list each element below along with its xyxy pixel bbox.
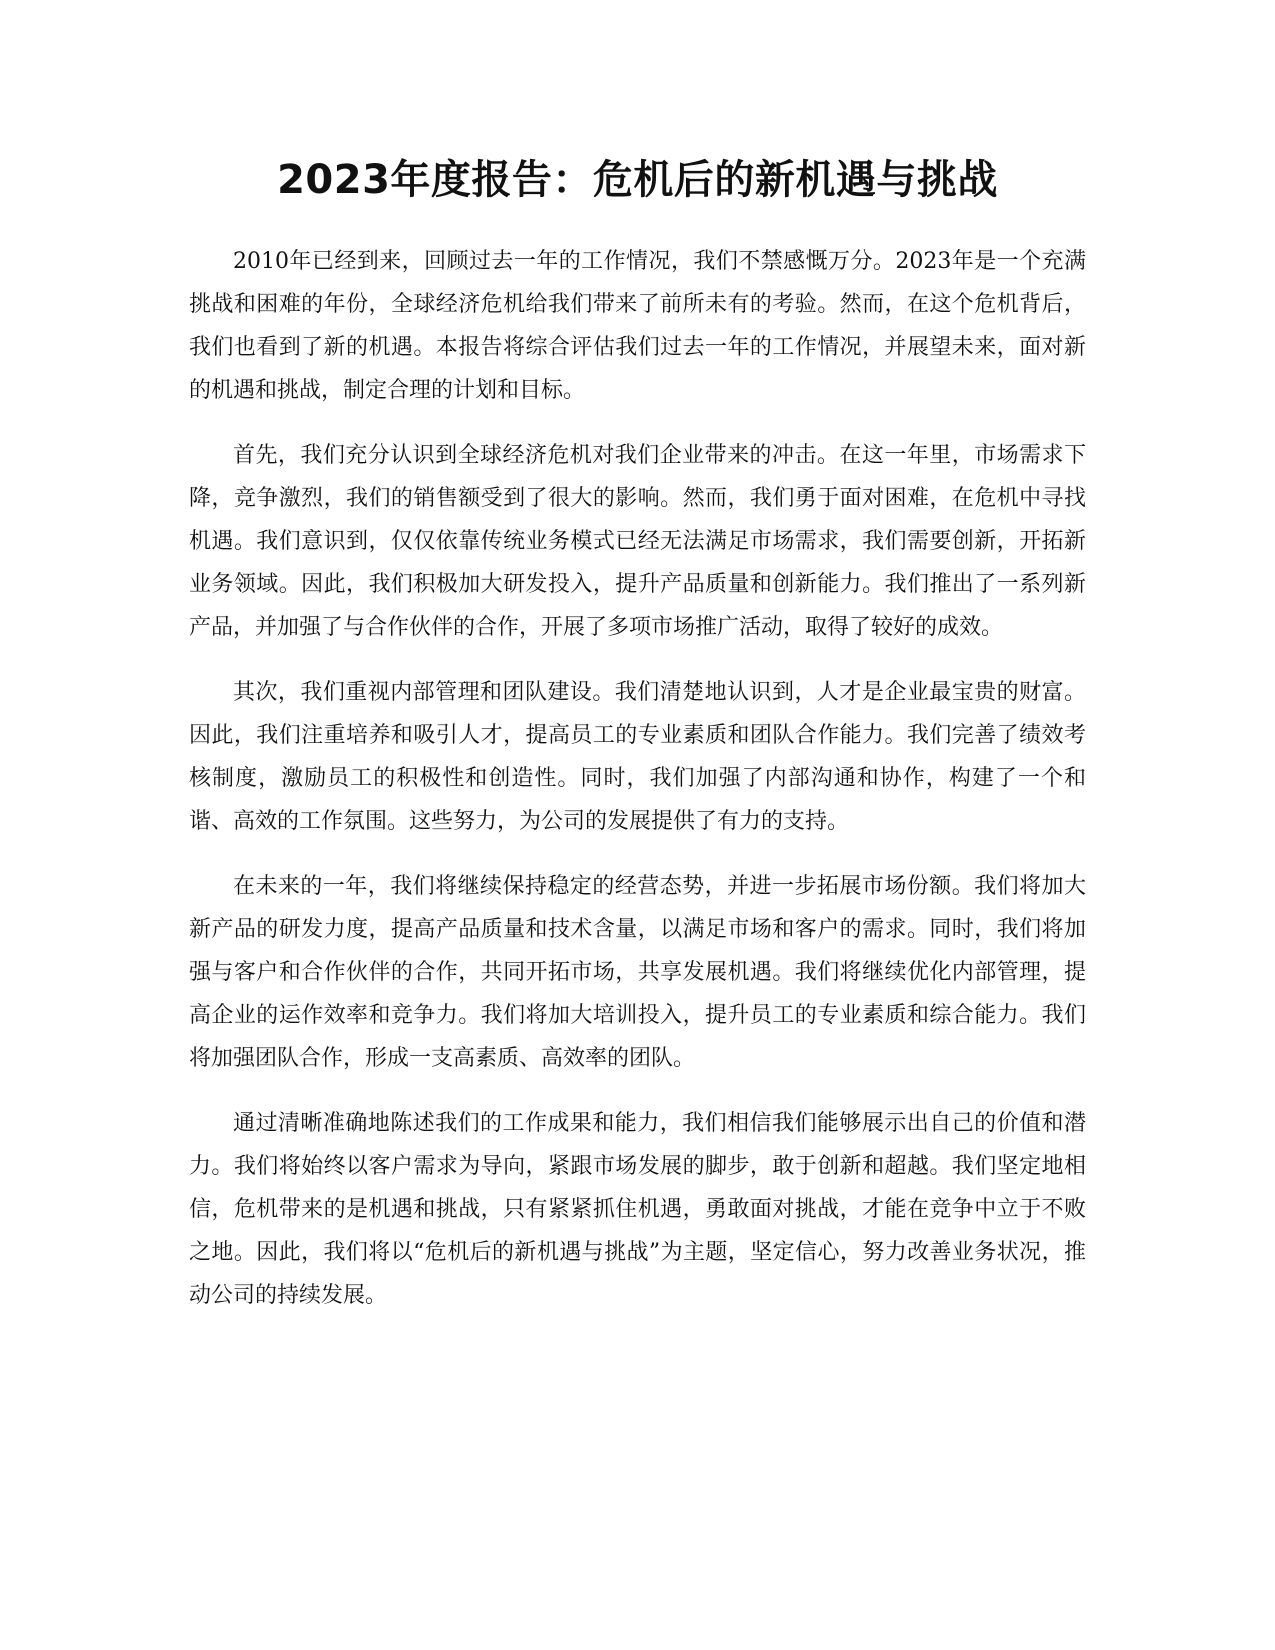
paragraph-3: 其次，我们重视内部管理和团队建设。我们清楚地认识到，人才是企业最宝贵的财富。因此，我们注重培养和吸引人才，提高员工的专业素质和团队合作能力。我们完善了绩效考核制度，激励员工的积极性和创造性。同时，我们加强了内部沟通和协作，构建了一个和谐、高效的工作氛围。这些努力，为公司的发展提供了有力的支持。 [189,680,1086,834]
paragraph-1: 2010年已经到来，回顾过去一年的工作情况，我们不禁感慨万分。2023年是一个充满挑战和困难的年份，全球经济危机给我们带来了前所未有的考验。然而，在这个危机背后，我们也看到了新的机遇。本报告将综合评估我们过去一年的工作情况，并展望未来，面对新的机遇和挑战，制定合理的计划和目标。 [189,249,1086,403]
document-title: 2023年度报告：危机后的新机遇与挑战 [277,157,998,203]
paragraph-4: 在未来的一年，我们将继续保持稳定的经营态势，并进一步拓展市场份额。我们将加大新产品的研发力度，提高产品质量和技术含量，以满足市场和客户的需求。同时，我们将加强与客户和合作伙伴的合作，共同开拓市场，共享发展机遇。我们将继续优化内部管理，提高企业的运作效率和竞争力。我们将加大培训投入，提升员工的专业素质和综合能力。我们将加强团队合作，形成一支高素质、高效率的团队。 [189,874,1086,1071]
paragraph-5: 通过清晰准确地陈述我们的工作成果和能力，我们相信我们能够展示出自己的价值和潜力。我们将始终以客户需求为导向，紧跟市场发展的脚步，敢于创新和超越。我们坚定地相信，危机带来的是机遇和挑战，只有紧紧抓住机遇，勇敢面对挑战，才能在竞争中立于不败之地。因此，我们将以“危机后的新机遇与挑战”为主题，坚定信心，努力改善业务状况，推动公司的持续发展。 [189,1111,1086,1308]
document-body [189,240,1086,1339]
paragraph-2: 首先，我们充分认识到全球经济危机对我们企业带来的冲击。在这一年里，市场需求下降，竞争激烈，我们的销售额受到了很大的影响。然而，我们勇于面对困难，在危机中寻找机遇。我们意识到，仅仅依靠传统业务模式已经无法满足市场需求，我们需要创新，开拓新业务领域。因此，我们积极加大研发投入，提升产品质量和创新能力。我们推出了一系列新产品，并加强了与合作伙伴的合作，开展了多项市场推广活动，取得了较好的成效。 [189,443,1086,640]
